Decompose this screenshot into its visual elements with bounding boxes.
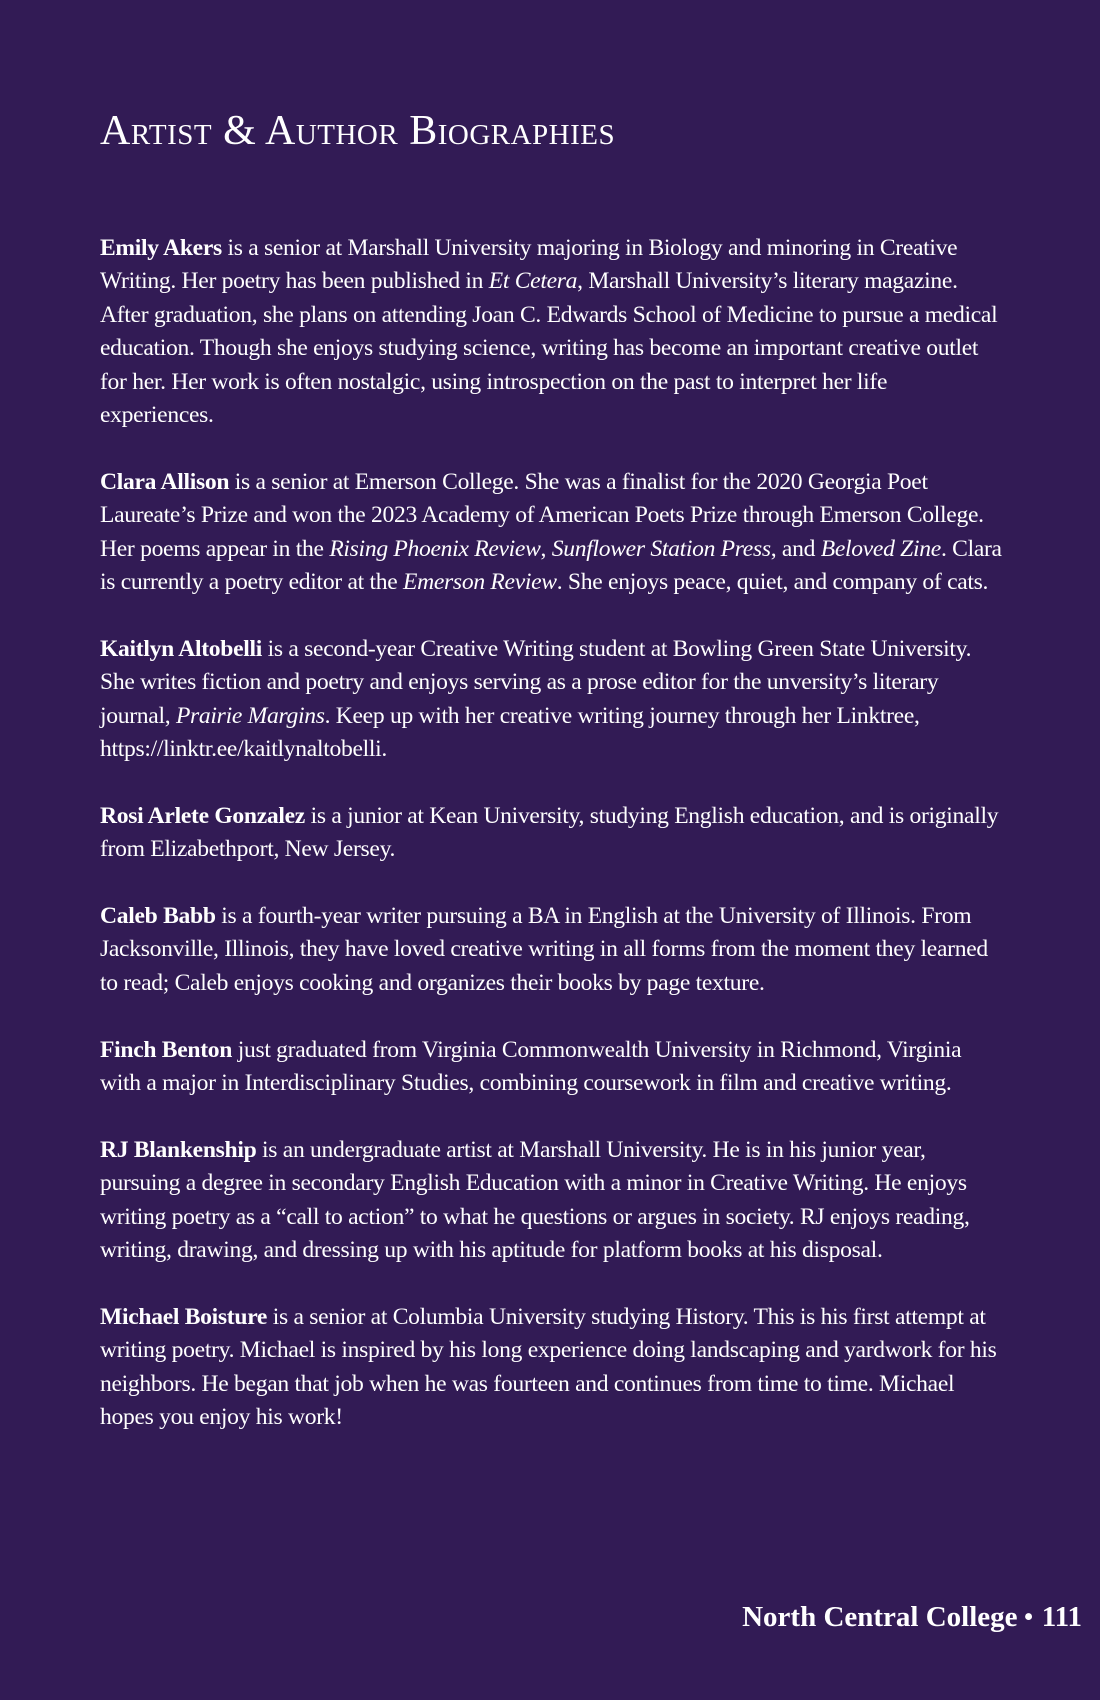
publisher-name: North Central College xyxy=(742,1601,1018,1633)
biography-entry xyxy=(100,1034,1005,1101)
bio-text: just graduated from Virginia Commonwealth University in Richmond, Virginia with a major in Interdisciplinary Studies, combining coursework in film and creative writing. xyxy=(100,1036,962,1097)
bio-text: . Clara is currently a poetry editor at the xyxy=(100,535,1002,596)
bio-author-name: Clara Allison xyxy=(100,468,230,495)
bio-author-name: Michael Boisture xyxy=(100,1303,268,1330)
bio-text: , and xyxy=(770,535,821,562)
biography-entry xyxy=(100,900,1005,1000)
publication-title: Rising Phoenix Review xyxy=(329,535,541,562)
bio-text: is a junior at Kean University, studying English education, and is originally from Elizabethport, New Jersey. xyxy=(100,802,999,863)
bio-author-name: RJ Blankenship xyxy=(100,1136,257,1163)
bio-author-name: Emily Akers xyxy=(100,235,222,261)
publication-title: Et Cetera xyxy=(488,268,578,295)
bio-text: . She enjoys peace, quiet, and company of cats. xyxy=(556,569,989,596)
biography-entry xyxy=(100,232,1005,432)
page-footer xyxy=(742,1600,1082,1635)
publication-title: Beloved Zine xyxy=(820,535,941,562)
bio-text: is a senior at Columbia University studying History. This is his first attempt at writing poetry. Michael is inspired by his long experience doing landscaping and yardwork for his neighbors. He began that job when he was fourteen and continues from time to time. Michael hopes you enjoy his work! xyxy=(100,1303,997,1431)
biography-entry xyxy=(100,1301,1005,1435)
page-title: Artist & Author Biographies xyxy=(100,108,616,154)
footer-separator: • xyxy=(1023,1601,1034,1633)
bio-text: , Marshall University’s literary magazine. After graduation, she plans on attending Joan C. Edwards School of Medicine to pursue a medical education. Though she enjoys studying science, writing has become an important creative outlet for her. Her work is often nostalgic, using introspection on the past to interpret her life experiences. xyxy=(100,268,998,429)
biography-entry xyxy=(100,800,1005,867)
biography-entry xyxy=(100,466,1005,600)
bio-text: is a fourth-year writer pursuing a BA in English at the University of Illinois. From Jacksonville, Illinois, they have loved creative writing in all forms from the moment they learned to read; Caleb enjoys cooking and organizes their books by page texture. xyxy=(100,903,988,996)
bio-text: is a second-year Creative Writing student at Bowling Green State University. She writes fiction and poetry and enjoys serving as a prose editor for the unversity’s literary journal, xyxy=(100,635,972,729)
biography-entry xyxy=(100,1134,1005,1268)
bio-author-name: Kaitlyn Altobelli xyxy=(100,635,263,662)
bio-author-name: Caleb Babb xyxy=(100,903,216,930)
bio-author-name: Rosi Arlete Gonzalez xyxy=(100,802,305,829)
biography-entry xyxy=(100,633,1005,767)
bio-text: is an undergraduate artist at Marshall University. He is in his junior year, pursuing a degree in secondary English Education with a minor in Creative Writing. He enjoys writing poetry as a “call to action” to what he questions or argues in society. RJ enjoys reading, writing, drawing, and dressing up with his aptitude for platform books at his disposal. xyxy=(100,1136,970,1264)
page-number: 111 xyxy=(1041,1601,1082,1633)
bio-text: is a senior at Emerson College. She was a finalist for the 2020 Georgia Poet Laureate’s Prize and won the 2023 Academy of American Poets Prize through Emerson College. Her poems appear in the xyxy=(100,468,984,562)
bio-text: is a senior at Marshall University majoring in Biology and minoring in Creative Writing. Her poetry has been published in xyxy=(100,235,958,295)
bio-text: . Keep up with her creative writing journey through her Linktree, https://linktr.ee/kaitlynaltobelli. xyxy=(100,702,920,763)
publication-title: Emerson Review xyxy=(403,569,557,596)
bio-text: , xyxy=(540,535,552,562)
publication-title: Prairie Margins xyxy=(175,702,325,729)
bio-author-name: Finch Benton xyxy=(100,1036,233,1063)
publication-title: Sunflower Station Press xyxy=(551,535,771,562)
biography-list xyxy=(100,232,1005,1468)
